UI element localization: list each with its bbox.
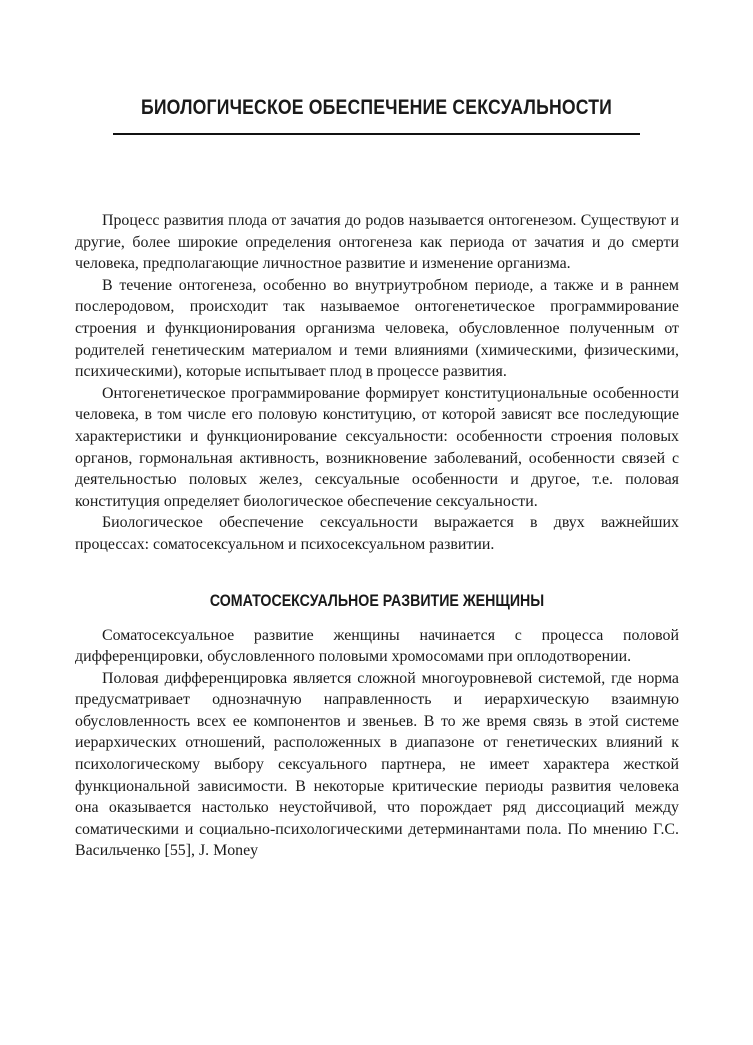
paragraph: Онтогенетическое программирование формирует конституциональные особенности человека, в том числе его половую конституцию, от которой зависят все последующие характеристики и функционирование сексуальности: особенности строения половых органов, гормональная активность, возникновение заболеваний, особенности связей с деятельностью половых желез, сексуальные особенности и другое, т.е. половая конституция определяет биологическое обеспечение сексуальности. [75,384,679,510]
paragraph: В течение онтогенеза, особенно во внутриутробном периоде, а также и в раннем послеродовом, происходит так называемое онтогенетическое программирование строения и функционирования организма человека, обусловленное полученным от родителей генетическим материалом и теми влияниями (химическими, физическими, психическими), которые испытывает плод в процессе развития. [75,276,679,381]
paragraph: Соматосексуальное развитие женщины начинается с процесса половой дифференцировки, обусловленного половыми хромосомами при оплодотворении. [75,626,679,666]
title-underline [113,133,640,135]
body-text [75,210,679,862]
paragraph: Биологическое обеспечение сексуальности выражается в двух важнейших процессах: соматосексуальном и психосексуальном развитии. [75,514,679,553]
paragraph: Половая дифференцировка является сложной многоуровневой системой, где норма предусматривает однозначную направленность и иерархическую взаимную обусловленность всех ее компонентов и звеньев. В то же время связь в этой системе иерархических отношений, расположенных в диапазоне от генетических влияний к психологическому выбору сексуального партнера, не имеет характера жесткой функциональной зависимости. В некоторые критические периоды развития человека она оказывается настолько неустойчивой, что порождает ряд диссоциаций между соматическими и социально-психологическими детерминантами пола. По мнению Г.С. Васильченко [55], J. Money [75,669,679,860]
section-title: СОМАТОСЕКСУАЛЬНОЕ РАЗВИТИЕ ЖЕНЩИНЫ [209,591,545,610]
chapter-title: БИОЛОГИЧЕСКОЕ ОБЕСПЕЧЕНИЕ СЕКСУАЛЬНОСТИ [140,96,613,119]
paragraph: Процесс развития плода от зачатия до родов называется онтогенезом. Существуют и другие, более широкие определения онтогенеза как периода от зачатия и до смерти человека, предполагающие личностное развитие и изменение организма. [75,212,679,273]
